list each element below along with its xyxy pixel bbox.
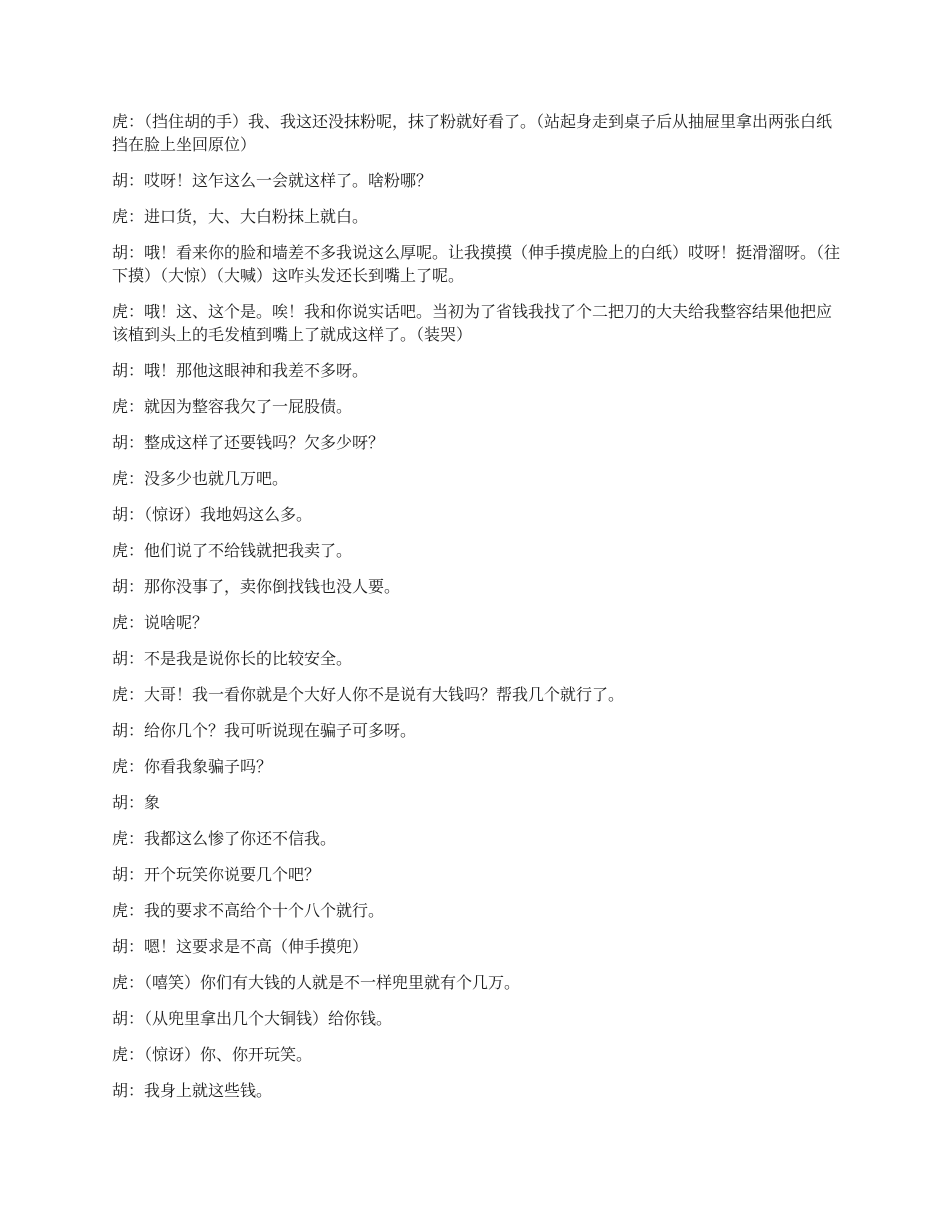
dialogue-line: 胡：嗯！这要求是不高（伸手摸兜） xyxy=(112,937,369,956)
dialogue-line: 虎：我的要求不高给个十个八个就行。 xyxy=(112,901,385,920)
dialogue-line: 胡：（从兜里拿出几个大铜钱）给你钱。 xyxy=(112,1009,393,1028)
dialogue-line: 虎：哦！这、这个是。唉！我和你说实话吧。当初为了省钱我找了个二把刀的大夫给我整容结果他把应该植到头上的毛发植到嘴上了就成这样了。（装哭） xyxy=(112,302,833,344)
dialogue-line: 胡：哦！看来你的脸和墙差不多我说这么厚呢。让我摸摸（伸手摸虎脸上的白纸）哎呀！挺滑溜呀。（往下摸）（大惊）（大喊）这咋头发还长到嘴上了呢。 xyxy=(112,243,841,285)
dialogue-line: 虎：我都这么惨了你还不信我。 xyxy=(112,829,337,848)
dialogue-line: 胡：那你没事了，卖你倒找钱也没人要。 xyxy=(112,577,401,596)
dialogue-line: 虎：（挡住胡的手）我、我这还没抹粉呢，抹了粉就好看了。（站起身走到桌子后从抽屉里拿出两张白纸挡在脸上坐回原位） xyxy=(112,112,833,154)
dialogue-line: 胡：整成这样了还要钱吗？欠多少呀？ xyxy=(112,433,385,452)
dialogue-line: 胡：开个玩笑你说要几个吧？ xyxy=(112,865,321,884)
dialogue-line: 胡：哦！那他这眼神和我差不多呀。 xyxy=(112,361,369,380)
dialogue-line: 胡：哎呀！这乍这么一会就这样了。啥粉哪？ xyxy=(112,171,433,190)
dialogue-line: 虎：（惊讶）你、你开玩笑。 xyxy=(112,1045,313,1064)
dialogue-line: 虎：就因为整容我欠了一屁股债。 xyxy=(112,397,353,416)
dialogue-line: 虎：没多少也就几万吧。 xyxy=(112,469,289,488)
script-body xyxy=(112,110,842,1115)
dialogue-line: 虎：他们说了不给钱就把我卖了。 xyxy=(112,541,353,560)
dialogue-line: 胡：我身上就这些钱。 xyxy=(112,1081,273,1100)
dialogue-line: 胡：象 xyxy=(112,793,161,812)
dialogue-line: 胡：不是我是说你长的比较安全。 xyxy=(112,649,353,668)
dialogue-line: 虎：进口货，大、大白粉抹上就白。 xyxy=(112,207,369,226)
dialogue-line: 胡：（惊讶）我地妈这么多。 xyxy=(112,505,313,524)
dialogue-line: 虎：你看我象骗子吗？ xyxy=(112,757,273,776)
dialogue-line: 虎：说啥呢？ xyxy=(112,613,209,632)
dialogue-line: 虎：（嘻笑）你们有大钱的人就是不一样兜里就有个几万。 xyxy=(112,973,521,992)
dialogue-line: 虎：大哥！我一看你就是个大好人你不是说有大钱吗？帮我几个就行了。 xyxy=(112,685,625,704)
dialogue-line: 胡：给你几个？我可听说现在骗子可多呀。 xyxy=(112,721,417,740)
